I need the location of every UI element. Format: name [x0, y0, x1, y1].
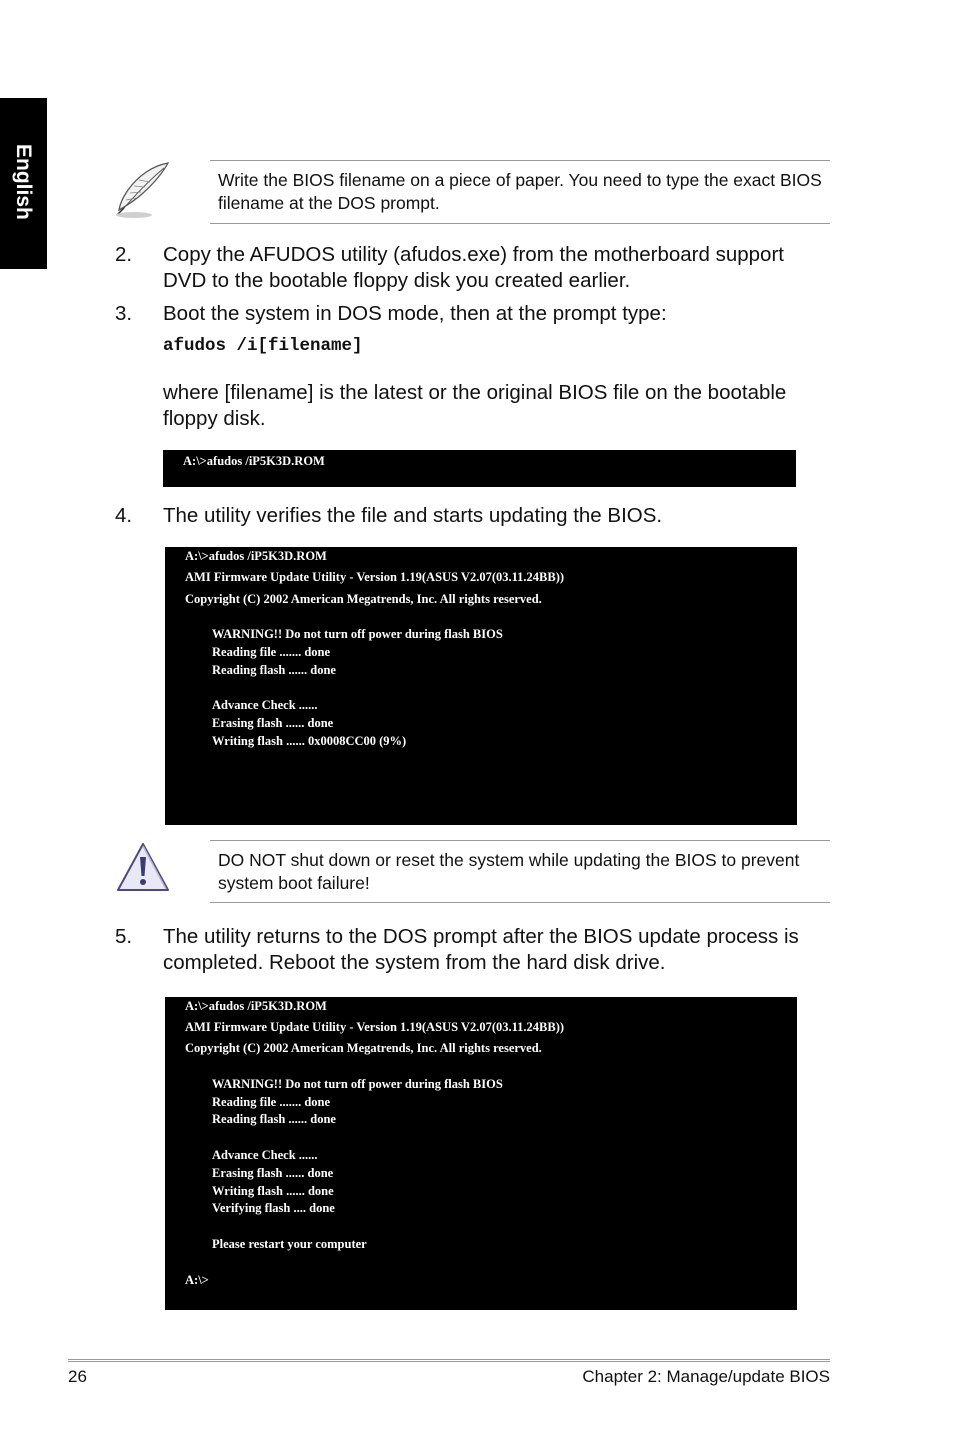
screen-line: AMI Firmware Update Utility - Version 1.19(ASUS V2.07(03.11.24BB)) [185, 570, 565, 584]
screen-line: Reading file ....... done [212, 645, 331, 659]
step-5-text: The utility returns to the DOS prompt after the BIOS update process is completed. Reboot the system from the hard disk drive. [163, 925, 799, 974]
screen-line: Reading flash ...... done [212, 1112, 336, 1126]
screen-line: Copyright (C) 2002 American Megatrends, Inc. All rights reserved. [185, 1041, 542, 1055]
step-5-number: 5. [115, 925, 133, 948]
dos-screen-flashing [165, 547, 797, 825]
step-3-text: Boot the system in DOS mode, then at the prompt type: [163, 302, 667, 325]
step-4-text: The utility verifies the file and starts updating the BIOS. [163, 504, 663, 527]
warning-note [210, 840, 830, 903]
screen-line: Copyright (C) 2002 American Megatrends, Inc. All rights reserved. [185, 592, 542, 606]
dos-screen-complete [165, 997, 797, 1310]
feather-pen-icon [112, 160, 174, 220]
screen-line: A:\>afudos /iP5K3D.ROM [185, 999, 327, 1013]
step-2-number: 2. [115, 243, 133, 266]
screen-line: Verifying flash .... done [212, 1201, 335, 1215]
screen-line: Reading file ....... done [212, 1095, 331, 1109]
step-2-text: Copy the AFUDOS utility (afudos.exe) from the motherboard support DVD to the bootable floppy disk you created earlier. [163, 243, 784, 292]
step-3-command: afudos /i[filename] [163, 336, 363, 356]
paper-note-text: Write the BIOS filename on a piece of paper. You need to type the exact BIOS filename at the DOS prompt. [218, 170, 822, 213]
screen-line: WARNING!! Do not turn off power during flash BIOS [212, 1077, 503, 1091]
screen-line: WARNING!! Do not turn off power during flash BIOS [212, 627, 503, 641]
page-number: 26 [68, 1367, 87, 1386]
chapter-title: Chapter 2: Manage/update BIOS [582, 1367, 830, 1386]
step-3-explanation: where [filename] is the latest or the original BIOS file on the bootable floppy disk. [163, 381, 787, 430]
step-3-number: 3. [115, 302, 133, 325]
screen-line: Advance Check ...... [212, 698, 318, 712]
screen-line: Erasing flash ...... done [212, 1166, 334, 1180]
language-side-tab-label: English [12, 144, 35, 220]
screen-line: A:\>afudos /iP5K3D.ROM [185, 549, 327, 563]
screen-line: A:\>afudos /iP5K3D.ROM [183, 454, 325, 468]
screen-line: Please restart your computer [212, 1237, 367, 1251]
screen-line: Writing flash ...... done [212, 1184, 334, 1198]
warning-note-text: DO NOT shut down or reset the system while updating the BIOS to prevent system boot failure! [218, 850, 800, 893]
footer-divider [68, 1359, 830, 1362]
screen-line: A:\> [185, 1273, 209, 1287]
screen-line: Erasing flash ...... done [212, 716, 334, 730]
paper-note [210, 160, 830, 224]
screen-line: Reading flash ...... done [212, 663, 336, 677]
screen-line: Writing flash ...... 0x0008CC00 (9%) [212, 734, 407, 748]
warning-triangle-icon [115, 840, 171, 896]
screen-line: AMI Firmware Update Utility - Version 1.19(ASUS V2.07(03.11.24BB)) [185, 1020, 565, 1034]
screen-line: Advance Check ...... [212, 1148, 318, 1162]
dos-screen-command [163, 450, 796, 487]
step-4-number: 4. [115, 504, 133, 527]
